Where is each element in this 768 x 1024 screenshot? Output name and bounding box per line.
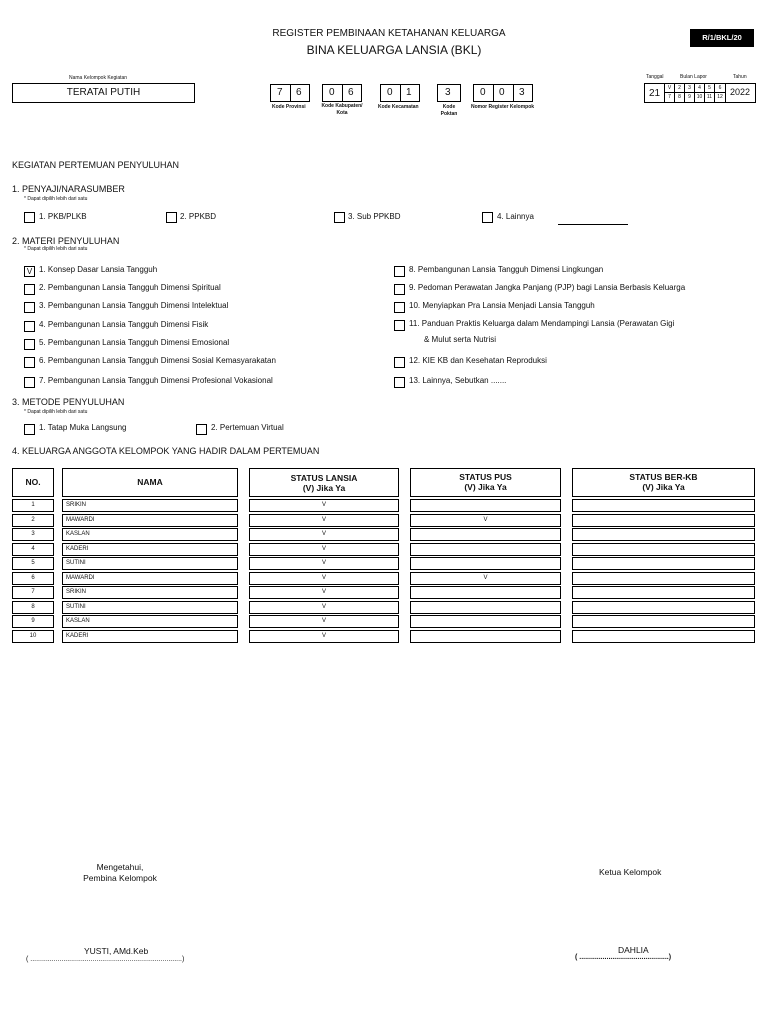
row-lansia-cell[interactable]: V [249, 499, 399, 512]
penyaji-checkbox-ppkbd[interactable] [166, 212, 177, 223]
penyaji-option-label: 3. Sub PPKBD [348, 212, 401, 221]
penyaji-option-label: 2. PPKBD [180, 212, 217, 221]
code-kecamatan-label: Kode Kecamatan [378, 104, 419, 110]
materi-option-label: 6. Pembangunan Lansia Tangguh Dimensi Sosial Kemasyarakatan [39, 356, 276, 365]
penyaji-option-label: 4. Lainnya [497, 212, 534, 221]
row-pus-cell[interactable]: V [410, 572, 561, 585]
code-digit: 0 [387, 87, 393, 98]
penyaji-note: * Dapat dipilih lebih dari satu [24, 196, 88, 202]
code-digit: 7 [277, 87, 283, 98]
signature-left-line2: Pembina Kelompok [83, 873, 157, 883]
form-subtitle: BINA KELUARGA LANSIA (BKL) [306, 43, 482, 57]
group-name-label: Nama Kelompok Kegiatan [69, 75, 128, 81]
code-divider [290, 85, 291, 101]
row-pus-cell[interactable] [410, 528, 561, 541]
month-cell[interactable]: 2 [675, 84, 685, 93]
table-row [0, 630, 768, 643]
row-lansia-cell[interactable]: V [249, 543, 399, 556]
form-title: REGISTER PEMBINAAN KETAHANAN KELUARGA [272, 28, 506, 39]
col-header-pus-line2: (V) Jika Ya [464, 482, 507, 492]
row-pus-cell[interactable] [410, 499, 561, 512]
materi-option-label: 13. Lainnya, Sebutkan ....... [409, 376, 507, 385]
metode-option-label: 2. Pertemuan Virtual [211, 423, 284, 432]
month-cell[interactable]: 11 [705, 93, 715, 102]
col-header-kb-line1: STATUS BER-KB [629, 472, 698, 482]
row-kb-cell[interactable] [572, 586, 755, 599]
row-kb-cell[interactable] [572, 543, 755, 556]
row-kb-cell[interactable] [572, 499, 755, 512]
month-cell[interactable]: 7 [665, 93, 675, 102]
code-digit: 1 [406, 87, 412, 98]
row-kb-cell[interactable] [572, 615, 755, 628]
materi-option-label: 2. Pembangunan Lansia Tangguh Dimensi Spiritual [39, 283, 221, 292]
row-pus-cell[interactable] [410, 630, 561, 643]
col-header-no-text: NO. [25, 477, 41, 487]
materi-checkbox[interactable] [394, 302, 405, 313]
row-no-cell: 4 [12, 543, 54, 556]
penyaji-title: 1. PENYAJI/NARASUMBER [12, 184, 125, 194]
table-row [0, 572, 768, 585]
materi-checkbox[interactable] [394, 320, 405, 331]
row-lansia-cell[interactable]: V [249, 572, 399, 585]
materi-option-label: 11. Panduan Praktis Keluarga dalam Mendampingi Lansia (Perawatan Gigi [409, 319, 675, 328]
code-divider [493, 85, 494, 101]
materi-note: * Dapat dipilih lebih dari satu [24, 246, 88, 252]
row-nama-cell[interactable]: MAWARDI [62, 572, 238, 585]
code-poktan-label: Kode Poktan [440, 104, 458, 117]
penyaji-option-label: 1. PKB/PLKB [39, 212, 87, 221]
materi-checkbox[interactable] [24, 357, 35, 368]
row-kb-cell[interactable] [572, 514, 755, 527]
metode-note: * Dapat dipilih lebih dari satu [24, 409, 88, 415]
row-nama-cell[interactable]: SUTINI [62, 557, 238, 570]
table-row [0, 543, 768, 556]
col-header-no [12, 468, 54, 497]
row-no-cell: 3 [12, 528, 54, 541]
row-nama-cell[interactable]: SUTINI [62, 601, 238, 614]
materi-checkbox[interactable] [24, 377, 35, 388]
col-header-pus-line1: STATUS PUS [459, 472, 512, 482]
materi-checkbox[interactable] [24, 302, 35, 313]
row-nama-cell[interactable]: KASLAN [62, 615, 238, 628]
table-row [0, 601, 768, 614]
materi-checkbox[interactable] [394, 266, 405, 277]
code-digit: 6 [296, 87, 302, 98]
row-pus-cell[interactable]: V [410, 514, 561, 527]
materi-option-label: 12. KIE KB dan Kesehatan Reproduksi [409, 356, 547, 365]
row-lansia-cell[interactable]: V [249, 586, 399, 599]
code-digit: 0 [480, 87, 486, 98]
materi-checkbox[interactable] [24, 284, 35, 295]
row-pus-cell[interactable] [410, 543, 561, 556]
materi-option-label: 4. Pembangunan Lansia Tangguh Dimensi Fisik [39, 320, 209, 329]
form-code-badge [690, 29, 754, 47]
row-kb-cell[interactable] [572, 557, 755, 570]
row-kb-cell[interactable] [572, 528, 755, 541]
col-header-lansia-line2: (V) Jika Ya [302, 483, 346, 493]
bulan-label: Bulan Lapor [680, 74, 707, 80]
row-lansia-cell[interactable]: V [249, 528, 399, 541]
code-register-label: Nomor Register Kelompok [471, 104, 535, 110]
row-no-cell: 7 [12, 586, 54, 599]
row-no-cell: 2 [12, 514, 54, 527]
code-digit: 3 [445, 87, 451, 98]
month-cell[interactable]: 5 [705, 84, 715, 93]
metode-checkbox-virtual[interactable] [196, 424, 207, 435]
col-header-kb [572, 468, 755, 497]
tahun-value: 2022 [730, 87, 751, 97]
group-name-field[interactable] [12, 83, 195, 103]
metode-title: 3. METODE PENYULUHAN [12, 397, 125, 407]
group-name-value: TERATAI PUTIH [66, 87, 141, 98]
materi-checkbox[interactable] [24, 339, 35, 350]
code-digit: 3 [519, 87, 525, 98]
tahun-label: Tahun [733, 74, 747, 80]
signature-left-name: YUSTI, AMd.Keb [84, 946, 149, 956]
table-row [0, 499, 768, 512]
code-divider [513, 85, 514, 101]
signature-right-title: Ketua Kelompok [599, 867, 662, 877]
row-kb-cell[interactable] [572, 630, 755, 643]
row-lansia-cell[interactable]: V [249, 601, 399, 614]
code-divider [400, 85, 401, 101]
signature-left-title [50, 862, 190, 884]
code-kabupaten[interactable] [322, 84, 362, 102]
row-nama-cell[interactable]: SRIKIN [62, 586, 238, 599]
code-register[interactable] [473, 84, 533, 102]
col-header-lansia [249, 468, 399, 497]
code-digit: 6 [348, 87, 354, 98]
metode-checkbox-tatap-muka[interactable] [24, 424, 35, 435]
materi-checkbox[interactable] [394, 357, 405, 368]
row-no-cell: 10 [12, 630, 54, 643]
row-no-cell: 1 [12, 499, 54, 512]
col-header-kb-line2: (V) Jika Ya [642, 482, 685, 492]
date-divider [725, 84, 726, 102]
month-cell[interactable]: V [665, 84, 675, 93]
form-code: R/1/BKL/20 [702, 33, 742, 42]
row-lansia-cell[interactable]: V [249, 615, 399, 628]
row-nama-cell[interactable]: SRIKIN [62, 499, 238, 512]
signature-right-dots: ( ..............................................) [575, 954, 672, 961]
materi-option-label: 9. Pedoman Perawatan Jangka Panjang (PJP) bagi Lansia Berbasis Keluarga [409, 283, 686, 292]
code-digit: 0 [329, 87, 335, 98]
materi-option-label: 8. Pembangunan Lansia Tangguh Dimensi Lingkungan [409, 265, 604, 274]
materi-option-label: 7. Pembangunan Lansia Tangguh Dimensi Profesional Vokasional [39, 376, 273, 385]
materi-checkbox[interactable] [394, 284, 405, 295]
code-divider [342, 85, 343, 101]
row-kb-cell[interactable] [572, 572, 755, 585]
row-no-cell: 8 [12, 601, 54, 614]
row-nama-cell[interactable]: KASLAN [62, 528, 238, 541]
tanggal-value: 21 [649, 88, 661, 99]
col-header-pus [410, 468, 561, 497]
month-cell[interactable]: 3 [685, 84, 695, 93]
materi-checkbox[interactable]: V [24, 266, 35, 277]
signature-right-name: DAHLIA [618, 945, 649, 955]
row-pus-cell[interactable] [410, 557, 561, 570]
month-cell[interactable]: 9 [685, 93, 695, 102]
row-nama-cell[interactable]: KADERI [62, 630, 238, 643]
materi-option-label: 5. Pembangunan Lansia Tangguh Dimensi Emosional [39, 338, 230, 347]
code-kecamatan[interactable] [380, 84, 420, 102]
month-cell[interactable]: 10 [695, 93, 705, 102]
attendance-title: 4. KELUARGA ANGGOTA KELOMPOK YANG HADIR DALAM PERTEMUAN [12, 446, 320, 456]
materi-right-continuation: & Mulut serta Nutrisi [424, 335, 497, 344]
month-grid [665, 84, 725, 102]
date-field[interactable] [644, 83, 756, 103]
materi-title: 2. MATERI PENYULUHAN [12, 236, 120, 246]
row-pus-cell[interactable] [410, 615, 561, 628]
materi-checkbox[interactable] [24, 321, 35, 332]
table-row [0, 615, 768, 628]
row-nama-cell[interactable]: KADERI [62, 543, 238, 556]
table-row [0, 586, 768, 599]
row-kb-cell[interactable] [572, 601, 755, 614]
row-pus-cell[interactable] [410, 586, 561, 599]
row-lansia-cell[interactable]: V [249, 630, 399, 643]
col-header-nama [62, 468, 238, 497]
signature-left-line1: Mengetahui, [96, 862, 144, 872]
materi-option-label: 10. Menyiapkan Pra Lansia Menjadi Lansia Tangguh [409, 301, 595, 310]
row-no-cell: 9 [12, 615, 54, 628]
row-lansia-cell[interactable]: V [249, 557, 399, 570]
table-row [0, 514, 768, 527]
col-header-nama-text: NAMA [137, 477, 163, 487]
section-title: KEGIATAN PERTEMUAN PENYULUHAN [12, 160, 180, 170]
penyaji-checkbox-pkb[interactable] [24, 212, 35, 223]
table-row [0, 528, 768, 541]
penyaji-checkbox-lainnya[interactable] [482, 212, 493, 223]
tanggal-label: Tanggal [646, 74, 664, 80]
row-no-cell: 6 [12, 572, 54, 585]
materi-checkbox[interactable] [394, 377, 405, 388]
signature-left-dots: ( ..............................................................................) [26, 956, 185, 963]
month-cell[interactable]: 6 [718, 85, 722, 91]
code-provinsi-label: Kode Provinsi [272, 104, 306, 110]
materi-option-label: 1. Konsep Dasar Lansia Tangguh [39, 265, 158, 274]
metode-option-label: 1. Tatap Muka Langsung [39, 423, 127, 432]
month-cell[interactable]: 4 [695, 84, 705, 93]
code-digit: 0 [499, 87, 505, 98]
table-row [0, 557, 768, 570]
lainnya-line[interactable] [558, 224, 628, 225]
month-cell[interactable]: 8 [675, 93, 685, 102]
penyaji-checkbox-sub-ppkbd[interactable] [334, 212, 345, 223]
code-kabupaten-label: Kode Kabupaten/ Kota [321, 103, 363, 116]
row-nama-cell[interactable]: MAWARDI [62, 514, 238, 527]
col-header-lansia-line1: STATUS LANSIA [290, 473, 358, 483]
row-pus-cell[interactable] [410, 601, 561, 614]
code-provinsi[interactable] [270, 84, 310, 102]
code-poktan[interactable] [437, 84, 461, 102]
month-cell[interactable]: 12 [717, 94, 723, 100]
materi-option-label: 3. Pembangunan Lansia Tangguh Dimensi Intelektual [39, 301, 229, 310]
row-lansia-cell[interactable]: V [249, 514, 399, 527]
row-no-cell: 5 [12, 557, 54, 570]
